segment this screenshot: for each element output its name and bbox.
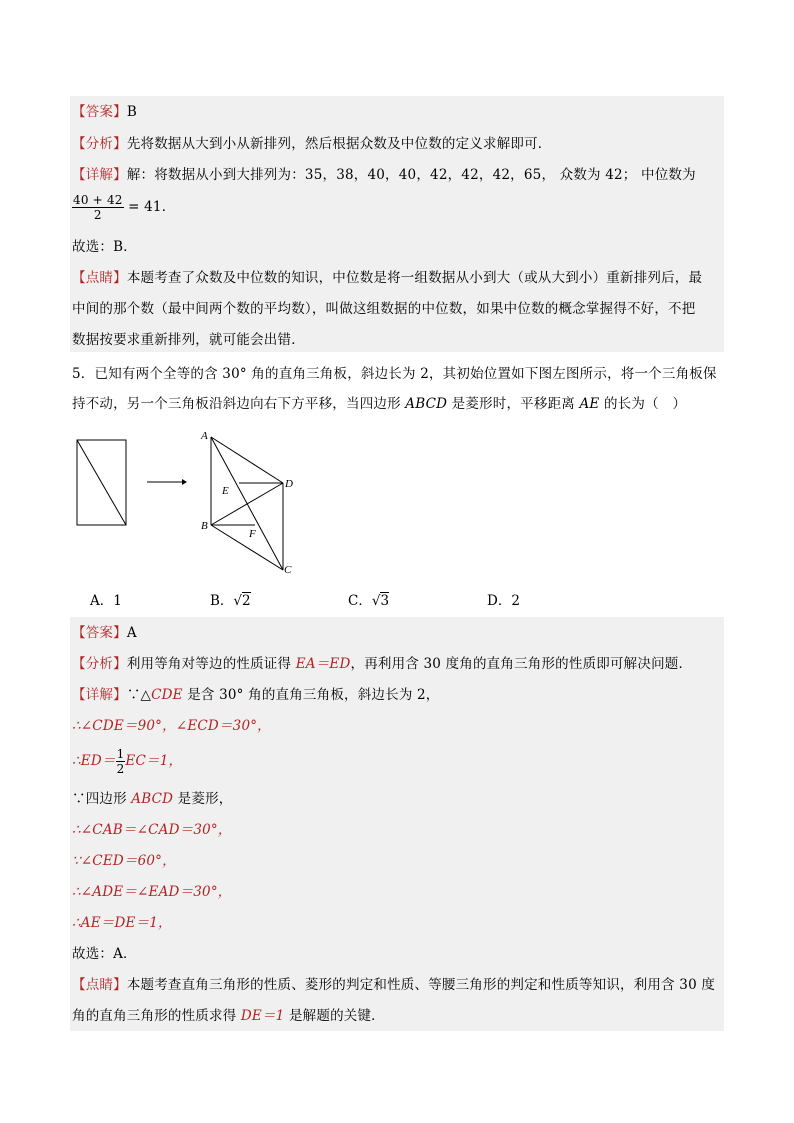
label-A: A	[201, 430, 208, 442]
q5-step6	[72, 851, 176, 871]
q5-stem-l2c: 是菱形时，平移距离	[447, 396, 580, 412]
q4-comment-l1: 本题考查了众数及中位数的知识，中位数是将一组数据从小到大（或从大到小）重新排列后，最	[126, 270, 703, 286]
q5-step8	[72, 913, 172, 933]
q5-step7	[72, 882, 232, 902]
q5-d7: ∴∠ADE＝∠EAD＝30°，	[72, 884, 232, 900]
q5-choose: 故选：A．	[72, 946, 137, 962]
comment-tag: 【点睛】	[72, 977, 127, 993]
q4-analysis-line	[72, 134, 552, 154]
answer-tag: 【答案】	[72, 625, 127, 641]
arrow-head	[182, 479, 187, 485]
q4-detail-line	[72, 165, 696, 185]
q5-analysis-line	[72, 654, 692, 674]
q5-comment-line2	[72, 1006, 385, 1026]
q5-step3	[72, 746, 182, 776]
q5-d3-fraction	[116, 747, 126, 776]
option-b-label: B．	[210, 593, 234, 609]
q5-comment-line1	[72, 975, 715, 995]
label-E: E	[222, 485, 229, 497]
q4-detail: 解：将数据从小到大排列为：35，38，40，40，42，42，42，65， 众数为 42； 中位数为	[126, 167, 696, 183]
q5-step2	[72, 716, 271, 736]
q5-answer: A	[126, 625, 137, 641]
q5-comment-l2a: 角的直角三角形的性质求得	[72, 1008, 241, 1024]
q5-step4	[72, 789, 232, 809]
q5-comment-l1: 本题考查直角三角形的性质、菱形的判定和性质、等腰三角形的判定和性质等知识，利用含 30 度	[126, 977, 716, 993]
q4-comment-l3: 数据按要求重新排列，就可能会出错．	[72, 332, 305, 348]
detail-tag: 【详解】	[72, 167, 127, 183]
q5-d3a: ∴ED＝	[72, 753, 116, 769]
q4-frac-den: 2	[93, 208, 102, 222]
q5-d1a: ∵△	[126, 687, 152, 703]
analysis-tag: 【分析】	[72, 136, 127, 152]
q4-choose: 故选：B．	[72, 239, 137, 255]
q4-comment-line1	[72, 268, 702, 288]
q5-stem-l2a: 持不动，另一个三角板沿斜边向右下方平移，当四边形	[72, 396, 406, 412]
comment-tag: 【点睛】	[72, 270, 127, 286]
q4-comment-line3	[72, 330, 305, 350]
q5-d2: ∴∠CDE＝90°，∠ECD＝30°，	[72, 718, 271, 734]
q5-analysis-eq: EA＝ED	[295, 656, 351, 672]
q4-answer-line	[72, 102, 137, 122]
q5-stem-abcd: ABCD	[405, 396, 448, 412]
q5-comment-l2c: 是解题的关键．	[284, 1008, 385, 1024]
q5-d1c: 是含 30° 角的直角三角板，斜边长为 2，	[182, 687, 440, 703]
q5-detail-line	[72, 685, 440, 705]
q5-stem-l1: 5．已知有两个全等的含 30° 角的直角三角板，斜边长为 2，其初始位置如下图左图所示，将一个三角板保	[72, 366, 717, 382]
q5-stem-l2e: 的长为（ ）	[599, 396, 687, 412]
option-a[interactable]	[90, 592, 122, 610]
q5-d8: ∴AE＝DE＝1，	[72, 915, 172, 931]
detail-tag: 【详解】	[72, 687, 127, 703]
q5-stem-line2	[72, 394, 686, 414]
q4-fraction-line	[72, 190, 175, 224]
q5-d1b: CDE	[151, 687, 183, 703]
q5-answer-line	[72, 623, 137, 643]
option-a-label: A．1	[90, 593, 122, 609]
q4-analysis: 先将数据从大到小从新排列，然后根据众数及中位数的定义求解即可．	[126, 136, 552, 152]
q5-comment-l2b: DE＝1	[240, 1008, 285, 1024]
label-F: F	[249, 528, 256, 540]
q4-fraction	[72, 193, 124, 222]
label-D: D	[285, 478, 293, 490]
q5-choose-line	[72, 944, 137, 964]
q5-stem-ae: AE	[579, 396, 600, 412]
option-b[interactable]	[210, 592, 251, 610]
q5-step5	[72, 820, 232, 840]
option-d-label: D．2	[487, 593, 520, 609]
answer-tag: 【答案】	[72, 104, 127, 120]
q4-choose-line	[72, 237, 137, 257]
option-c-label: C．	[348, 593, 372, 609]
sqrt-symbol: √	[371, 593, 381, 609]
q5-analysis-c: ，再利用含 30 度角的直角三角形的性质即可解决问题．	[350, 656, 693, 672]
q5-d5: ∴∠CAB＝∠CAD＝30°，	[72, 822, 232, 838]
q5-stem-line1	[72, 364, 717, 384]
label-B: B	[201, 520, 208, 532]
right-figure	[211, 437, 283, 570]
q4-frac-result: = 41．	[128, 199, 176, 215]
option-b-radicand: 2	[242, 593, 251, 609]
option-d[interactable]	[487, 592, 520, 610]
sqrt-symbol: √	[233, 593, 243, 609]
q5-d4c: 是菱形，	[173, 791, 233, 807]
q5-d3-den: 2	[116, 762, 125, 776]
q4-comment-l2: 中间的那个数（最中间两个数的平均数），叫做这组数据的中位数，如果中位数的概念掌握得不好，不把	[72, 301, 696, 317]
option-c[interactable]	[348, 592, 389, 610]
q5-d4b: ABCD	[131, 791, 174, 807]
q5-d4a: ∵四边形	[72, 791, 132, 807]
q5-figure	[70, 425, 310, 580]
analysis-tag: 【分析】	[72, 656, 127, 672]
q4-comment-line2	[72, 299, 695, 319]
q5-d6: ∵∠CED＝60°，	[72, 853, 176, 869]
q5-d3b: EC＝1，	[125, 753, 183, 769]
q4-frac-num: 40 + 42	[73, 193, 123, 207]
option-c-radicand: 3	[380, 593, 390, 609]
left-diagonal	[77, 440, 126, 525]
q5-d3-num: 1	[116, 747, 125, 761]
q5-analysis-a: 利用等角对等边的性质证得	[126, 656, 296, 672]
q4-answer: B	[126, 104, 137, 120]
label-C: C	[284, 564, 292, 576]
